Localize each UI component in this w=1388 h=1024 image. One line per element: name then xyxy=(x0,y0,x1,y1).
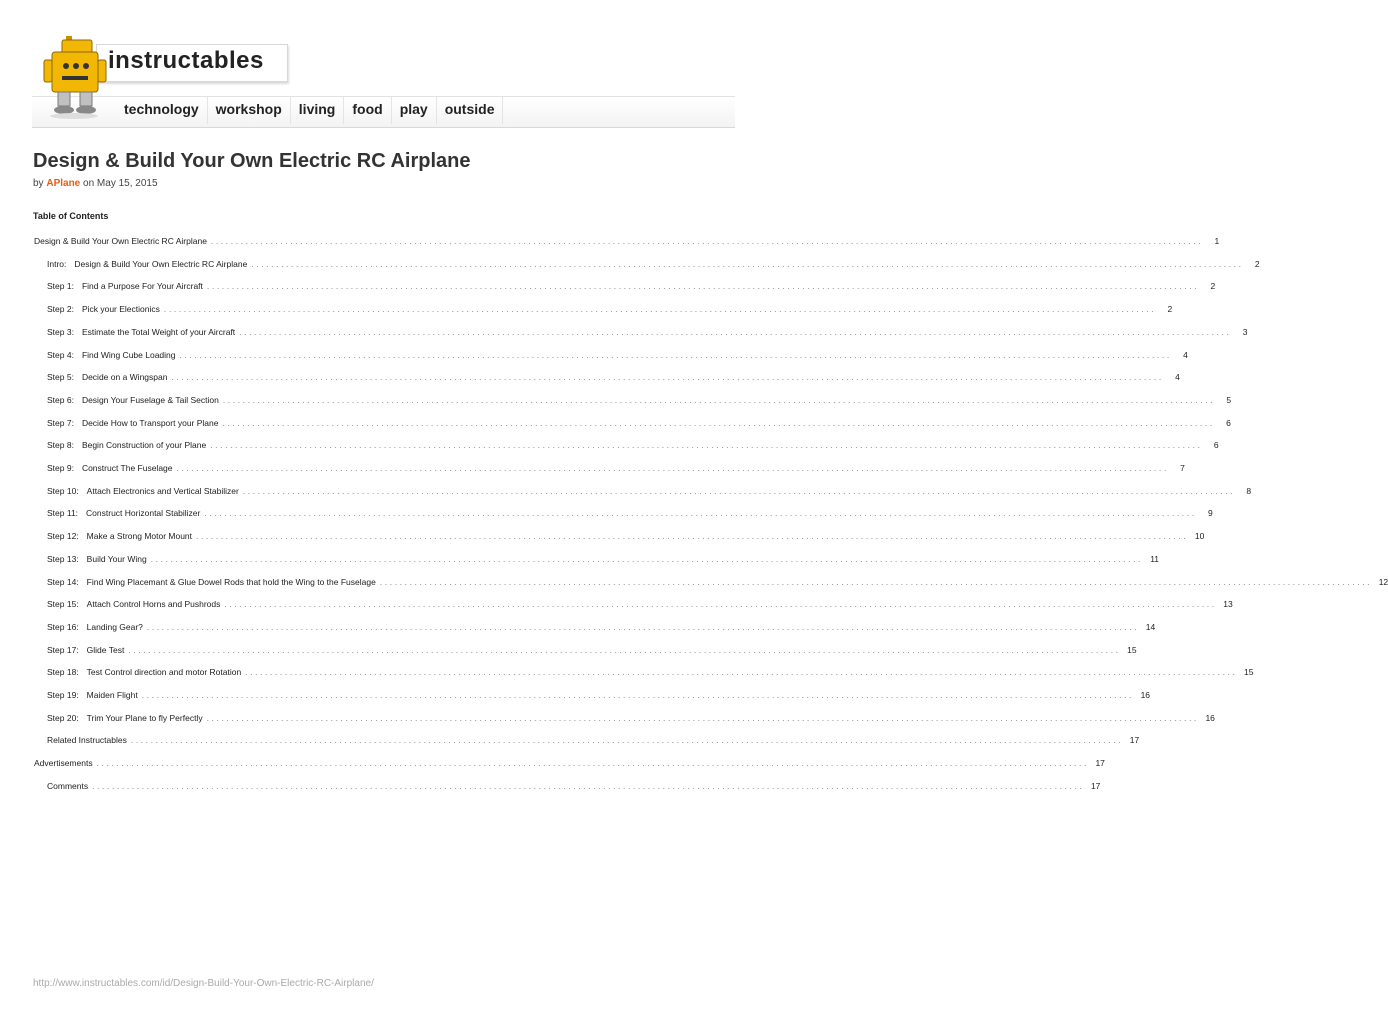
toc-step-number: Step 2: xyxy=(47,304,74,315)
toc-entry-title: Find Wing Cube Loading xyxy=(81,349,176,360)
nav-living[interactable]: living xyxy=(291,96,345,124)
toc-entry[interactable] xyxy=(47,281,1216,295)
byline xyxy=(33,178,158,189)
toc-leader-dots: ........................................................................................................................................................................................................ xyxy=(163,304,1157,315)
toc-entry[interactable] xyxy=(47,576,1388,591)
toc-entry[interactable] xyxy=(47,667,1254,681)
toc-entry[interactable] xyxy=(47,349,1188,364)
nav-outside[interactable]: outside xyxy=(437,96,504,124)
toc-entry-title: Construct The Fuselage xyxy=(81,463,173,473)
toc-entry[interactable] xyxy=(47,712,1215,727)
toc-leader-dots: ........................................................................................................................................................................................................ xyxy=(171,372,1164,383)
toc-entry-label xyxy=(47,531,192,541)
toc-leader-dots: ........................................................................................................................................................................................................ xyxy=(224,599,1217,610)
toc-leader-dots: ........................................................................................................................................................................................................ xyxy=(176,463,1169,473)
toc-leader-dots: ........................................................................................................................................................................................................ xyxy=(92,780,1085,791)
toc-entry-title: Decide on a Wingspan xyxy=(81,372,168,383)
toc-entry[interactable] xyxy=(47,463,1185,477)
toc-leader-dots: ........................................................................................................................................................................................................ xyxy=(96,758,1089,769)
toc-entry[interactable] xyxy=(47,258,1260,273)
toc-page-number: 6 xyxy=(1213,440,1219,451)
toc-entry-label xyxy=(47,486,239,496)
toc-leader-dots: ........................................................................................................................................................................................................ xyxy=(251,258,1244,269)
toc-entry[interactable] xyxy=(47,644,1137,659)
toc-leader-dots: ........................................................................................................................................................................................................ xyxy=(130,735,1124,746)
toc-page-number: 16 xyxy=(1205,712,1215,723)
toc-step-number: Step 16: xyxy=(47,621,79,632)
toc-entry[interactable] xyxy=(47,394,1232,409)
toc-entry-title: Find a Purpose For Your Aircraft xyxy=(81,281,203,292)
byline-prefix: by xyxy=(33,178,44,189)
toc-entry-title: Begin Construction of your Plane xyxy=(81,440,207,451)
toc-leader-dots: ........................................................................................................................................................................................................ xyxy=(210,440,1203,451)
toc-entry-label xyxy=(47,463,173,473)
toc-page-number: 16 xyxy=(1140,690,1151,700)
toc-entry-title: Design & Build Your Own Electric RC Airplane xyxy=(74,258,248,269)
toc-leader-dots: ........................................................................................................................................................................................................ xyxy=(196,531,1189,542)
toc-step-number: Step 12: xyxy=(47,531,79,542)
toc-page-number: 3 xyxy=(1242,326,1248,337)
category-nav xyxy=(116,96,503,124)
toc-entry[interactable] xyxy=(47,599,1233,613)
toc-leader-dots: ........................................................................................................................................................................................................ xyxy=(222,417,1215,428)
toc-entry-label xyxy=(47,327,235,337)
toc-leader-dots: ........................................................................................................................................................................................................ xyxy=(206,281,1200,292)
toc-page-number: 15 xyxy=(1127,644,1137,655)
toc-entry-title: Test Control direction and motor Rotation xyxy=(86,667,242,678)
toc-leader-dots: ........................................................................................................................................................................................................ xyxy=(206,712,1199,723)
toc-entry-label xyxy=(47,577,376,587)
toc-entry-label xyxy=(47,304,160,314)
toc-leader-dots: ........................................................................................................................................................................................................ xyxy=(128,644,1121,655)
toc-entry-label xyxy=(47,508,200,518)
publish-date: on May 15, 2015 xyxy=(83,178,158,189)
nav-food[interactable]: food xyxy=(344,96,391,124)
toc-entry-label xyxy=(47,599,220,609)
site-header xyxy=(0,0,768,130)
toc-leader-dots: ........................................................................................................................................................................................................ xyxy=(242,485,1236,496)
toc-entry-label xyxy=(47,440,206,450)
nav-workshop[interactable]: workshop xyxy=(208,96,291,124)
toc-entry[interactable] xyxy=(34,236,1220,250)
toc-step-number: Step 19: xyxy=(47,690,79,700)
author-link[interactable]: APlane xyxy=(46,178,81,189)
footer-url[interactable]: http://www.instructables.com/id/Design-Build-Your-Own-Electric-RC-Airplane/ xyxy=(33,978,374,989)
nav-play[interactable]: play xyxy=(392,96,437,124)
toc-page-number: 13 xyxy=(1223,599,1233,610)
site-logo-text[interactable]: instructables xyxy=(108,47,264,74)
toc-entry[interactable] xyxy=(47,553,1160,568)
toc-page-number: 4 xyxy=(1183,349,1188,360)
toc-entry[interactable] xyxy=(47,690,1151,704)
toc-leader-dots: ........................................................................................................................................................................................................ xyxy=(146,621,1140,632)
toc-entry-title: Comments xyxy=(47,780,89,791)
toc-entry-title: Find Wing Placemant & Glue Dowel Rods that hold the Wing to the Fuselage xyxy=(86,576,376,587)
toc-entry-label xyxy=(47,372,167,382)
toc-step-number: Step 5: xyxy=(47,372,74,383)
toc-entry-title: Decide How to Transport your Plane xyxy=(81,417,219,428)
toc-entry-title: Related Instructables xyxy=(47,735,127,746)
toc-step-number: Step 3: xyxy=(47,326,74,337)
toc-leader-dots: ........................................................................................................................................................................................................ xyxy=(141,690,1135,700)
toc-page-number: 2 xyxy=(1210,281,1216,292)
toc-step-number: Step 4: xyxy=(47,349,74,360)
toc-entry-label xyxy=(47,645,124,655)
toc-entry-label xyxy=(47,350,176,360)
toc-entry-title: Glide Test xyxy=(86,644,125,655)
toc-leader-dots: ........................................................................................................................................................................................................ xyxy=(239,326,1232,337)
toc-page-number: 10 xyxy=(1194,531,1205,542)
toc-step-number: Step 18: xyxy=(47,667,79,678)
toc-leader-dots: ........................................................................................................................................................................................................ xyxy=(150,553,1144,564)
toc-step-number: Step 14: xyxy=(47,576,79,587)
toc-step-number: Step 15: xyxy=(47,599,79,610)
toc-entry-title: Advertisements xyxy=(34,758,93,769)
toc-entry-label xyxy=(47,690,138,700)
toc-step-number: Step 20: xyxy=(47,712,79,723)
toc-entry-label xyxy=(47,667,241,677)
toc-leader-dots: ........................................................................................................................................................................................................ xyxy=(222,394,1216,405)
toc-page-number: 1 xyxy=(1214,236,1220,246)
toc-entry-label xyxy=(47,395,219,405)
toc-entry[interactable] xyxy=(47,372,1180,386)
toc-step-number: Step 13: xyxy=(47,553,79,564)
toc-entry-title: Trim Your Plane to fly Perfectly xyxy=(86,712,203,723)
toc-entry[interactable] xyxy=(47,440,1219,454)
toc-entry-title: Landing Gear? xyxy=(86,621,143,632)
toc-entry-label xyxy=(34,758,93,768)
toc-leader-dots: ........................................................................................................................................................................................................ xyxy=(210,236,1204,246)
toc-entry-label xyxy=(47,418,218,428)
toc-leader-dots: ........................................................................................................................................................................................................ xyxy=(379,576,1373,587)
toc-entry-title: Estimate the Total Weight of your Aircraft xyxy=(81,326,236,337)
toc-step-number: Step 6: xyxy=(47,394,74,405)
toc-step-number: Step 9: xyxy=(47,463,74,473)
toc-leader-dots: ........................................................................................................................................................................................................ xyxy=(179,349,1172,360)
toc-entry-title: Maiden Flight xyxy=(86,690,138,700)
page-title: Design & Build Your Own Electric RC Airplane xyxy=(33,150,471,172)
toc-entry-title: Attach Electronics and Vertical Stabilizer xyxy=(86,485,239,496)
toc-entry-title: Build Your Wing xyxy=(86,553,147,564)
robot-mascot-icon xyxy=(44,36,116,120)
toc-leader-dots: ........................................................................................................................................................................................................ xyxy=(204,508,1197,519)
toc-page-number: 12 xyxy=(1378,576,1388,587)
toc-entry-label xyxy=(47,735,127,745)
toc-entry[interactable] xyxy=(47,621,1156,636)
toc-entry[interactable] xyxy=(47,531,1205,545)
toc-page-number: 9 xyxy=(1207,508,1213,519)
toc-page-number: 14 xyxy=(1145,621,1156,632)
toc-entry-title: Design Your Fuselage & Tail Section xyxy=(81,394,219,405)
toc-page-number: 5 xyxy=(1226,394,1232,405)
toc-page-number: 17 xyxy=(1090,780,1101,791)
toc-entry[interactable] xyxy=(34,758,1105,772)
toc-leader-dots: ........................................................................................................................................................................................................ xyxy=(245,667,1238,678)
toc-page-number: 4 xyxy=(1175,372,1180,383)
toc-page-number: 8 xyxy=(1246,485,1252,496)
nav-technology[interactable]: technology xyxy=(116,96,208,124)
toc-entry[interactable] xyxy=(47,735,1140,749)
toc-page-number: 11 xyxy=(1150,553,1160,564)
toc-page-number: 6 xyxy=(1226,417,1231,428)
toc-step-number: Step 7: xyxy=(47,417,74,428)
toc-entry-title: Make a Strong Motor Mount xyxy=(86,531,193,542)
toc-step-number: Step 1: xyxy=(47,281,74,292)
toc-entry[interactable] xyxy=(47,304,1173,318)
toc-step-number: Step 8: xyxy=(47,440,74,451)
toc-entry-label xyxy=(47,259,247,269)
toc-page-number: 17 xyxy=(1129,735,1140,746)
toc-entry[interactable] xyxy=(47,417,1231,432)
toc-entry[interactable] xyxy=(47,485,1252,500)
toc-heading: Table of Contents xyxy=(33,211,109,221)
toc-entry-label xyxy=(47,713,203,723)
toc-step-number: Step 10: xyxy=(47,485,79,496)
toc-entry-title: Construct Horizontal Stabilizer xyxy=(86,508,201,519)
toc-page-number: 15 xyxy=(1244,667,1254,678)
toc-step-number: Step 11: xyxy=(47,508,79,519)
toc-entry-title: Pick your Electionics xyxy=(81,304,160,315)
toc-page-number: 17 xyxy=(1095,758,1105,769)
toc-entry-title: Design & Build Your Own Electric RC Airplane xyxy=(34,236,207,246)
toc-entry[interactable] xyxy=(47,780,1101,795)
toc-entry-label xyxy=(34,236,207,246)
toc-entry-title: Attach Control Horns and Pushrods xyxy=(86,599,221,610)
toc-entry-label xyxy=(47,781,88,791)
toc-entry[interactable] xyxy=(47,508,1213,522)
toc-page-number: 2 xyxy=(1167,304,1173,315)
toc-entry-label xyxy=(47,281,203,291)
toc-step-number: Intro: xyxy=(47,258,67,269)
toc-page-number: 2 xyxy=(1254,258,1260,269)
toc-page-number: 7 xyxy=(1180,463,1185,473)
toc-entry-label xyxy=(47,554,147,564)
toc-entry-label xyxy=(47,622,143,632)
toc-step-number: Step 17: xyxy=(47,644,79,655)
toc-entry[interactable] xyxy=(47,326,1248,341)
